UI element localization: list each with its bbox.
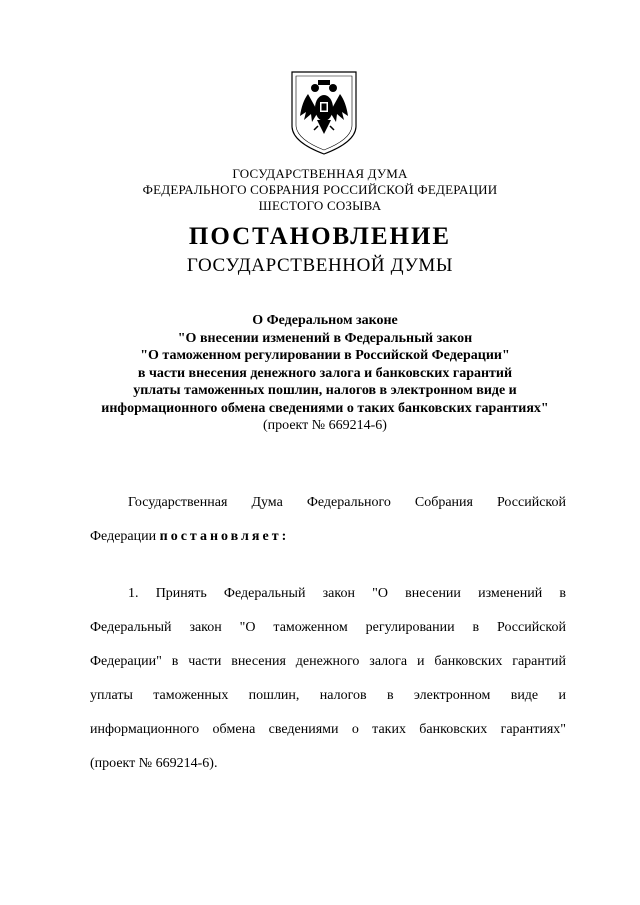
preamble-line: Государственная Дума Федерального Собрания Российской [128,495,566,510]
subject-line: О Федеральном законе [252,313,398,328]
subject-line: "О внесении изменений в Федеральный закон [177,330,473,346]
resolution-line: Федеральный закон "О таможенном регулировании в Российской [90,620,566,635]
document-subtitle: ГОСУДАРСТВЕННОЙ ДУМЫ [186,255,454,276]
subject-line: уплаты таможенных пошлин, налогов в электронном виде и [133,383,517,398]
header-line-1: ГОСУДАРСТВЕННАЯ ДУМА [232,166,408,181]
document-subject [60,312,590,435]
resolution-line: (проект № 669214-6). [90,756,218,771]
subject-line: информационного обмена сведениями о таких банковских гарантиях" [101,400,549,416]
resolve-verb: постановляет: [159,529,290,544]
resolution-line: 1. Принять Федеральный закон "О внесении изменений в [128,586,566,601]
project-number: (проект № 669214-6) [263,418,387,433]
resolution-line: Федерации" в части внесения денежного залога и банковских гарантий [90,654,566,669]
subject-line: "О таможенном регулировании в Российской Федерации" [140,348,510,363]
header-line-3: ШЕСТОГО СОЗЫВА [258,198,382,213]
resolution-line: уплаты таможенных пошлин, налогов в электронном виде и [90,688,566,703]
header-line-2: ФЕДЕРАЛЬНОГО СОБРАНИЯ РОССИЙСКОЙ ФЕДЕРАЦИИ [142,182,498,197]
document-title: ПОСТАНОВЛЕНИЕ [188,223,452,250]
state-emblem-icon [288,68,360,158]
preamble-prefix: Федерации [90,529,160,544]
preamble-line [90,527,566,561]
preamble-paragraph [90,493,566,561]
resolution-paragraph [90,584,566,788]
resolution-line: информационного обмена сведениями о таких банковских гарантиях" [90,722,566,737]
subject-line: в части внесения денежного залога и банковских гарантий [137,365,513,381]
